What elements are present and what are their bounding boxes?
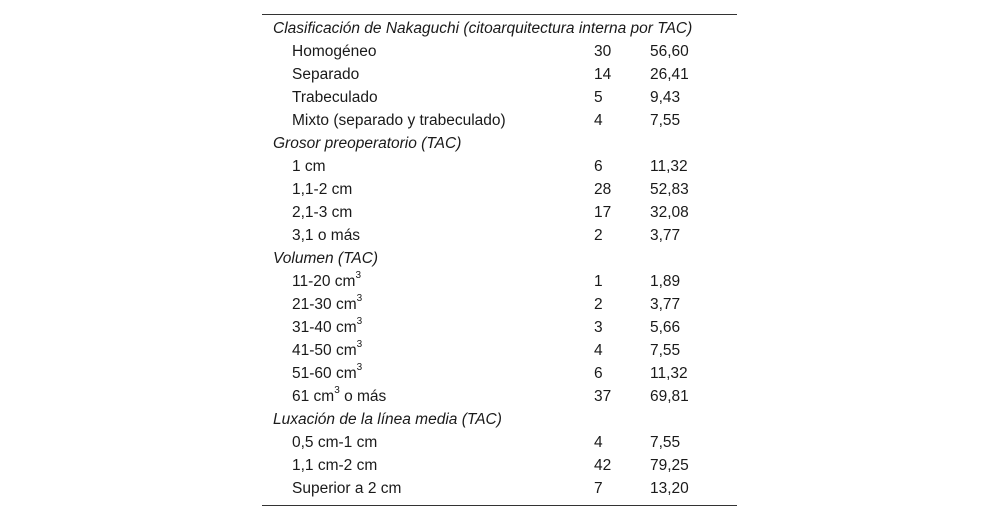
row-label: 1,1 cm-2 cm bbox=[292, 456, 378, 474]
row-count: 42 bbox=[594, 456, 612, 474]
row-percent: 11,32 bbox=[650, 364, 688, 382]
table-row bbox=[262, 362, 737, 385]
row-label: 31-40 $cm^3$ bbox=[292, 316, 363, 336]
row-label: Homogéneo bbox=[292, 42, 377, 60]
table-row bbox=[262, 454, 737, 477]
table-row bbox=[262, 155, 737, 178]
row-percent: 56,60 bbox=[650, 42, 689, 60]
row-percent: 3,77 bbox=[650, 226, 681, 244]
table-row bbox=[262, 224, 737, 247]
row-count: 7 bbox=[594, 479, 603, 497]
row-count: 4 bbox=[594, 111, 603, 129]
row-count: 17 bbox=[594, 203, 612, 221]
table-row bbox=[262, 431, 737, 454]
row-count: 6 bbox=[594, 364, 603, 382]
table-row bbox=[262, 385, 737, 408]
row-percent: 1,89 bbox=[650, 272, 681, 290]
table-row bbox=[262, 109, 737, 132]
row-label: 3,1 o más bbox=[292, 226, 361, 244]
row-count: 4 bbox=[594, 433, 603, 451]
row-label: 41-50 $cm^3$ bbox=[292, 339, 363, 359]
row-label: 0,5 cm-1 cm bbox=[292, 433, 378, 451]
row-percent: 79,25 bbox=[650, 456, 689, 474]
row-label: 61 $cm^3$ o más bbox=[292, 385, 387, 405]
table-row bbox=[262, 201, 737, 224]
section-title: Luxación de la línea media (TAC) bbox=[273, 410, 502, 428]
table-row bbox=[262, 40, 737, 63]
row-label: 2,1-3 cm bbox=[292, 203, 353, 221]
table-row bbox=[262, 477, 737, 500]
row-percent: 9,43 bbox=[650, 88, 681, 106]
row-count: 28 bbox=[594, 180, 612, 198]
row-label: 1 cm bbox=[292, 157, 326, 175]
data-table bbox=[262, 14, 737, 506]
section-title: Clasificación de Nakaguchi (citoarquitectura interna por TAC) bbox=[273, 19, 693, 37]
row-label: Mixto (separado y trabeculado) bbox=[292, 111, 506, 129]
table-row bbox=[262, 293, 737, 316]
section-title: Volumen (TAC) bbox=[273, 249, 379, 267]
table-row bbox=[262, 86, 737, 109]
section-header bbox=[262, 408, 737, 431]
section-title: Grosor preoperatorio (TAC) bbox=[273, 134, 462, 152]
row-percent: 7,55 bbox=[650, 433, 681, 451]
section-header bbox=[262, 247, 737, 270]
row-count: 6 bbox=[594, 157, 603, 175]
row-percent: 11,32 bbox=[650, 157, 688, 175]
row-label: Separado bbox=[292, 65, 360, 83]
row-count: 2 bbox=[594, 226, 603, 244]
row-percent: 13,20 bbox=[650, 479, 689, 497]
row-percent: 3,77 bbox=[650, 295, 681, 313]
row-label: Superior a 2 cm bbox=[292, 479, 402, 497]
row-label: 1,1-2 cm bbox=[292, 180, 353, 198]
row-count: 5 bbox=[594, 88, 603, 106]
section-header bbox=[262, 132, 737, 155]
row-count: 14 bbox=[594, 65, 612, 83]
row-percent: 32,08 bbox=[650, 203, 689, 221]
row-count: 3 bbox=[594, 318, 603, 336]
row-label: 11-20 $cm^3$ bbox=[292, 270, 362, 290]
row-count: 4 bbox=[594, 341, 603, 359]
row-percent: 52,83 bbox=[650, 180, 689, 198]
section-header bbox=[262, 17, 737, 40]
row-label: 21-30 $cm^3$ bbox=[292, 293, 363, 313]
table-row bbox=[262, 316, 737, 339]
row-percent: 7,55 bbox=[650, 341, 681, 359]
row-percent: 5,66 bbox=[650, 318, 681, 336]
row-percent: 7,55 bbox=[650, 111, 681, 129]
row-count: 37 bbox=[594, 387, 612, 405]
table-row bbox=[262, 178, 737, 201]
table-row bbox=[262, 339, 737, 362]
row-percent: 26,41 bbox=[650, 65, 689, 83]
table-row bbox=[262, 270, 737, 293]
row-count: 30 bbox=[594, 42, 612, 60]
row-label: 51-60 $cm^3$ bbox=[292, 362, 363, 382]
table-row bbox=[262, 63, 737, 86]
row-count: 1 bbox=[594, 272, 603, 290]
row-label: Trabeculado bbox=[292, 88, 378, 106]
row-count: 2 bbox=[594, 295, 603, 313]
row-percent: 69,81 bbox=[650, 387, 689, 405]
